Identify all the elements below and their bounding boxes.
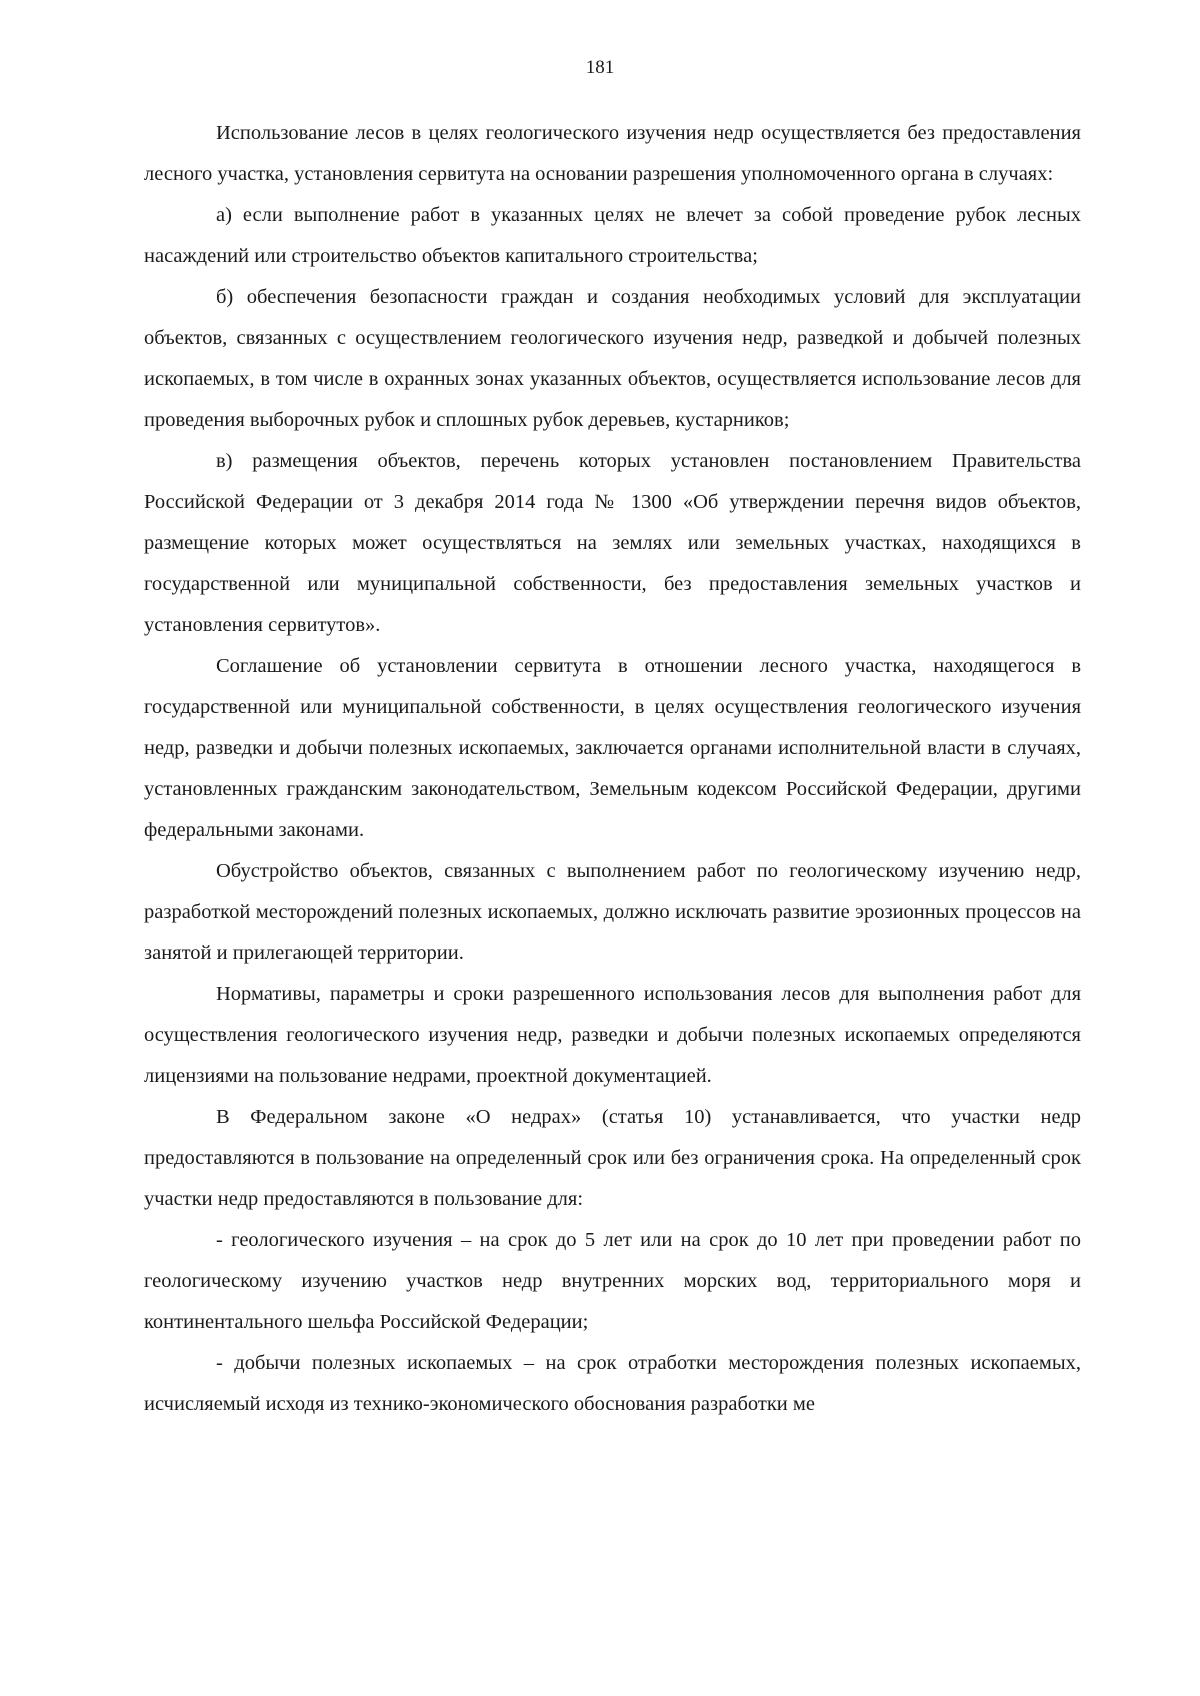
paragraph-facilities-arrangement: Обустройство объектов, связанных с выполнением работ по геологическому изучению недр, разработкой месторождений полезных ископаемых, должно исключать развитие эрозионных процессов на занятой и прилегающей территории. [144, 860, 1081, 964]
list-item-geological-study-term: - геологического изучения – на срок до 5 лет или на срок до 10 лет при проведении работ по геологическому изучению участков недр внутренних морских вод, территориального моря и континентального шельфа Российской Федерации; [144, 1229, 1081, 1333]
body-text [144, 113, 1081, 1425]
paragraph-servitude-agreement: Соглашение об установлении сервитута в отношении лесного участка, находящегося в государственной или муниципальной собственности, в целях осуществления геологического изучения недр, разведки и добычи полезных ископаемых, заключается органами исполнительной власти в случаях, установленных гражданским законодательством, Земельным кодексом Российской Федерации, другими федеральными законами. [144, 655, 1081, 841]
paragraph-federal-law-subsoil: В Федеральном законе «О недрах» (статья 10) устанавливается, что участки недр предоставляются в пользование на определенный срок или без ограничения срока. На определенный срок участки недр предоставляются в пользование для: [144, 1106, 1081, 1210]
paragraph-forest-use-geological-study: Использование лесов в целях геологического изучения недр осуществляется без предоставления лесного участка, установления сервитута на основании разрешения уполномоченного органа в случаях: [144, 122, 1081, 185]
paragraph-standards-parameters: Нормативы, параметры и сроки разрешенного использования лесов для выполнения работ для осуществления геологического изучения недр, разведки и добычи полезных ископаемых определяются лицензиями на пользование недрами, проектной документацией. [144, 983, 1081, 1087]
paragraph-item-a: а) если выполнение работ в указанных целях не влечет за собой проведение рубок лесных насаждений или строительство объектов капитального строительства; [144, 204, 1081, 267]
page-number: 181 [585, 57, 615, 78]
list-item-mining-term: - добычи полезных ископаемых – на срок отработки месторождения полезных ископаемых, исчисляемый исходя из технико-экономического обоснования разработки ме [144, 1352, 1081, 1415]
paragraph-item-v: в) размещения объектов, перечень которых установлен постановлением Правительства Российской Федерации от 3 декабря 2014 года № 1300 «Об утверждении перечня видов объектов, размещение которых может осуществляться на землях или земельных участках, находящихся в государственной или муниципальной собственности, без предоставления земельных участков и установления сервитутов». [144, 450, 1081, 636]
paragraph-item-b: б) обеспечения безопасности граждан и создания необходимых условий для эксплуатации объектов, связанных с осуществлением геологического изучения недр, разведкой и добычей полезных ископаемых, в том числе в охранных зонах указанных объектов, осуществляется использование лесов для проведения выборочных рубок и сплошных рубок деревьев, кустарников; [144, 286, 1081, 431]
